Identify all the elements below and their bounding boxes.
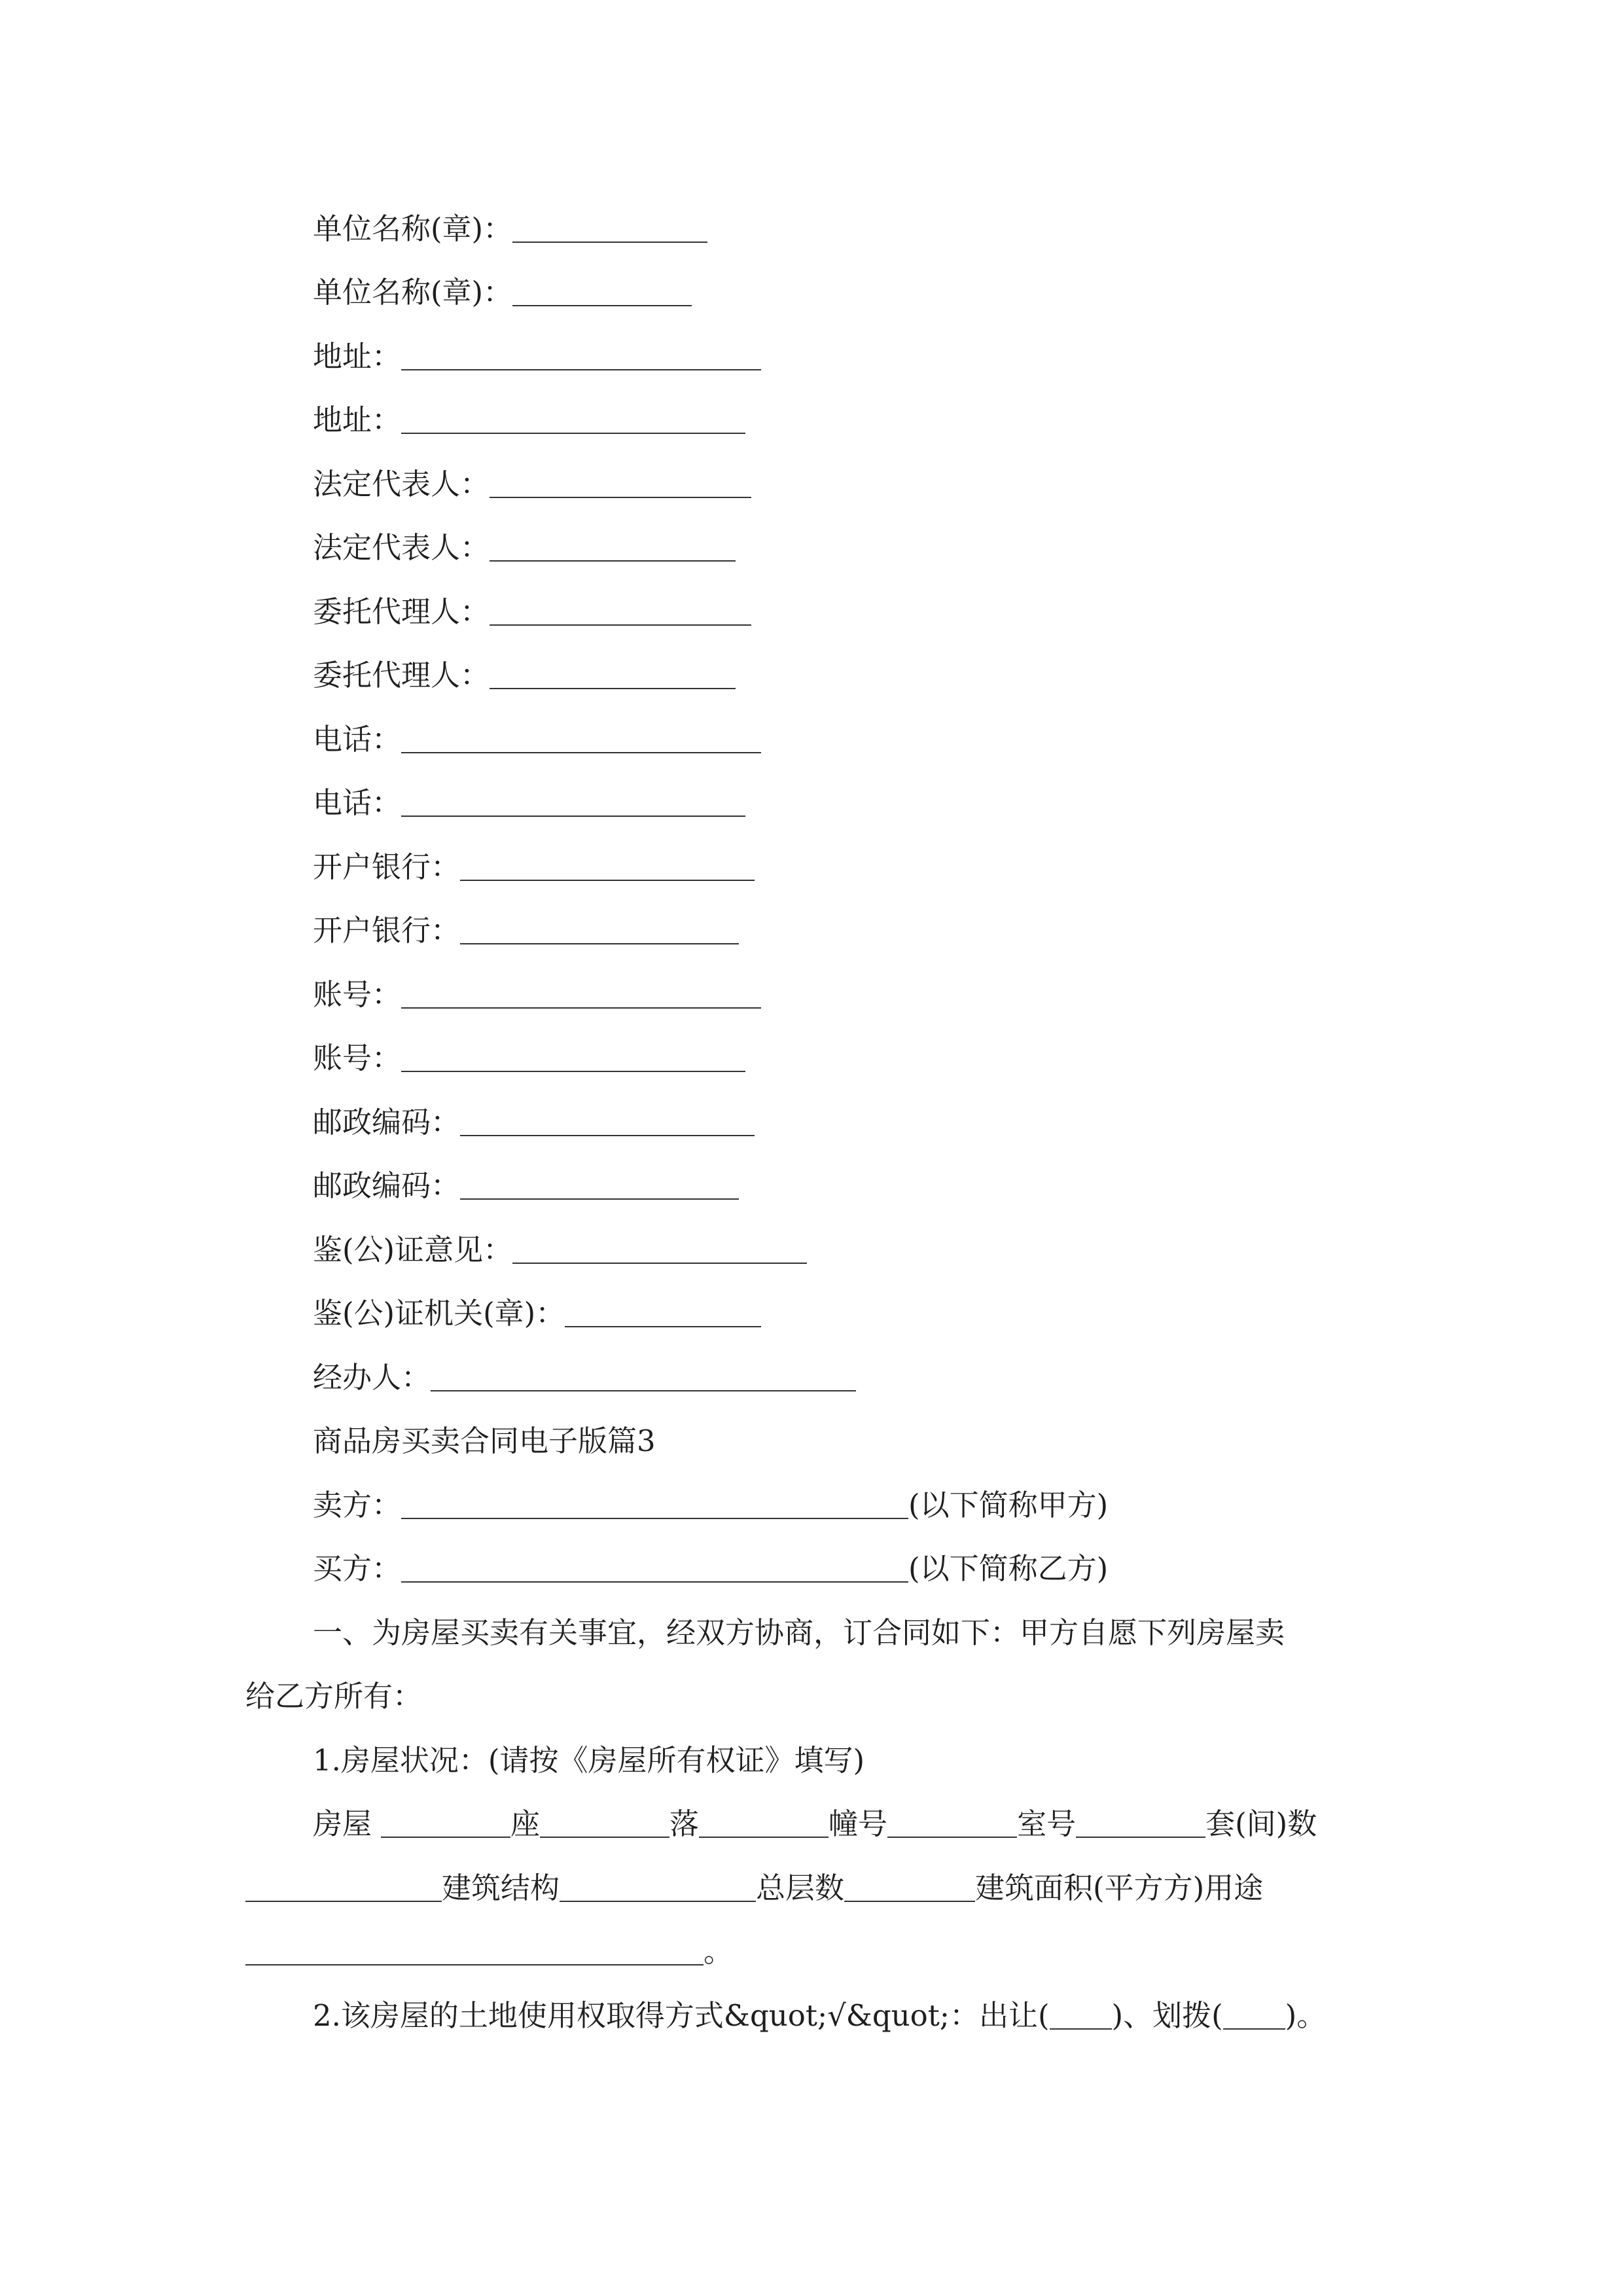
form-field-unit-name-1 <box>313 209 707 249</box>
form-field-address-1 <box>313 337 761 376</box>
item-2-line <box>313 1996 1326 2036</box>
seller-label: 卖方： <box>313 1488 402 1522</box>
form-field-postcode-2 <box>313 1166 739 1206</box>
fill-blank[interactable] <box>401 978 761 1009</box>
field-label: 委托代理人： <box>313 594 490 629</box>
fill-blank[interactable] <box>401 1489 908 1519</box>
field-text: 室号 <box>1017 1806 1077 1841</box>
field-label: 经办人： <box>313 1360 431 1395</box>
item-1-fields-line-2 <box>245 1869 1263 1908</box>
fill-blank[interactable] <box>490 468 751 498</box>
field-label: 开户银行： <box>313 913 461 948</box>
fill-blank[interactable] <box>460 851 755 881</box>
field-label: 法定代表人： <box>313 467 490 501</box>
fill-blank[interactable] <box>401 404 745 434</box>
field-text: 建筑结构 <box>442 1871 560 1905</box>
item-2-text: 2.该房屋的土地使用权取得方式&quot;√&quot;：出让( <box>313 1998 1050 2033</box>
field-label: 开户银行： <box>313 850 461 884</box>
field-label: 账号： <box>313 1041 402 1075</box>
buyer-suffix: (以下简称乙方) <box>908 1551 1109 1586</box>
fill-blank[interactable] <box>401 787 745 817</box>
buyer-label: 买方： <box>313 1551 402 1586</box>
fill-blank[interactable] <box>512 213 707 243</box>
field-label: 邮政编码： <box>313 1168 461 1203</box>
field-label: 法定代表人： <box>313 530 490 565</box>
field-label: 鉴(公)证机关(章)： <box>313 1296 565 1331</box>
field-label: 单位名称(章)： <box>313 211 513 246</box>
field-text: 幢号 <box>829 1806 888 1841</box>
form-field-legal-rep-2 <box>313 528 736 567</box>
field-text: 落 <box>669 1806 700 1841</box>
form-field-account-1 <box>313 975 761 1014</box>
item-1-title: 1.房屋状况：(请按《房屋所有权证》填写) <box>313 1743 865 1778</box>
fill-blank[interactable] <box>512 1234 807 1264</box>
item-1-fields-line-3 <box>245 1932 733 1971</box>
field-label: 单位名称(章)： <box>313 275 513 310</box>
form-field-notary-office <box>313 1294 761 1333</box>
fill-blank[interactable] <box>844 1872 975 1902</box>
field-text: 座 <box>510 1806 541 1841</box>
form-field-unit-name-2 <box>313 273 692 312</box>
field-text: 套(间)数 <box>1205 1806 1317 1841</box>
fill-blank[interactable] <box>490 596 751 626</box>
field-text: 总层数 <box>756 1871 845 1905</box>
field-text: 。 <box>704 1934 734 1969</box>
fill-blank[interactable] <box>401 1552 908 1583</box>
fill-blank[interactable] <box>887 1808 1017 1838</box>
form-field-legal-rep-1 <box>313 465 751 504</box>
fill-blank[interactable] <box>401 1042 745 1072</box>
field-label: 地址： <box>313 339 402 374</box>
form-field-agent-1 <box>313 592 751 632</box>
field-label: 邮政编码： <box>313 1105 461 1139</box>
fill-blank[interactable] <box>490 659 736 689</box>
fill-blank[interactable] <box>1076 1808 1205 1838</box>
fill-blank[interactable] <box>431 1361 856 1391</box>
field-label: 电话： <box>313 785 402 820</box>
clause-1-line-1: 一、为房屋买卖有关事宜，经双方协商，订合同如下：甲方自愿下列房屋卖 <box>313 1615 1285 1650</box>
house-label: 房屋 <box>313 1806 372 1841</box>
fill-blank[interactable] <box>490 531 736 562</box>
form-field-bank-1 <box>313 848 755 887</box>
field-label: 电话： <box>313 722 402 757</box>
form-field-notary-opinion <box>313 1230 807 1270</box>
field-text: 建筑面积(平方方)用途 <box>975 1871 1264 1905</box>
fill-blank[interactable] <box>460 1170 739 1200</box>
fill-blank[interactable] <box>401 340 761 370</box>
field-label: 地址： <box>313 403 402 437</box>
item-2-end: )。 <box>1285 1998 1327 2033</box>
form-field-postcode-1 <box>313 1103 755 1142</box>
form-field-account-2 <box>313 1039 745 1078</box>
fill-blank[interactable] <box>381 1808 510 1838</box>
form-field-address-2 <box>313 401 745 440</box>
fill-blank[interactable] <box>512 276 692 306</box>
fill-blank[interactable] <box>540 1808 669 1838</box>
field-label: 鉴(公)证意见： <box>313 1232 513 1267</box>
form-field-handler <box>313 1358 856 1397</box>
item-2-mid: )、划拨( <box>1111 1998 1223 2033</box>
seller-line <box>313 1486 1108 1525</box>
fill-blank[interactable] <box>1223 2000 1285 2030</box>
section-title: 商品房买卖合同电子版篇3 <box>313 1424 656 1458</box>
field-label: 委托代理人： <box>313 658 490 692</box>
item-1-fields-line-1 <box>313 1804 1317 1844</box>
seller-suffix: (以下简称甲方) <box>908 1488 1109 1522</box>
form-field-phone-2 <box>313 783 745 823</box>
fill-blank[interactable] <box>1050 2000 1112 2030</box>
clause-1-line-2: 给乙方所有： <box>245 1679 423 1713</box>
form-field-bank-2 <box>313 911 739 950</box>
fill-blank[interactable] <box>560 1872 756 1902</box>
fill-blank[interactable] <box>460 1106 755 1136</box>
form-field-agent-2 <box>313 656 736 695</box>
fill-blank[interactable] <box>460 914 739 944</box>
fill-blank[interactable] <box>565 1297 761 1327</box>
form-field-phone-1 <box>313 720 761 759</box>
fill-blank[interactable] <box>699 1808 829 1838</box>
fill-blank[interactable] <box>401 723 761 753</box>
fill-blank[interactable] <box>245 1872 442 1902</box>
field-label: 账号： <box>313 977 402 1012</box>
fill-blank[interactable] <box>245 1935 704 1965</box>
buyer-line <box>313 1549 1108 1588</box>
